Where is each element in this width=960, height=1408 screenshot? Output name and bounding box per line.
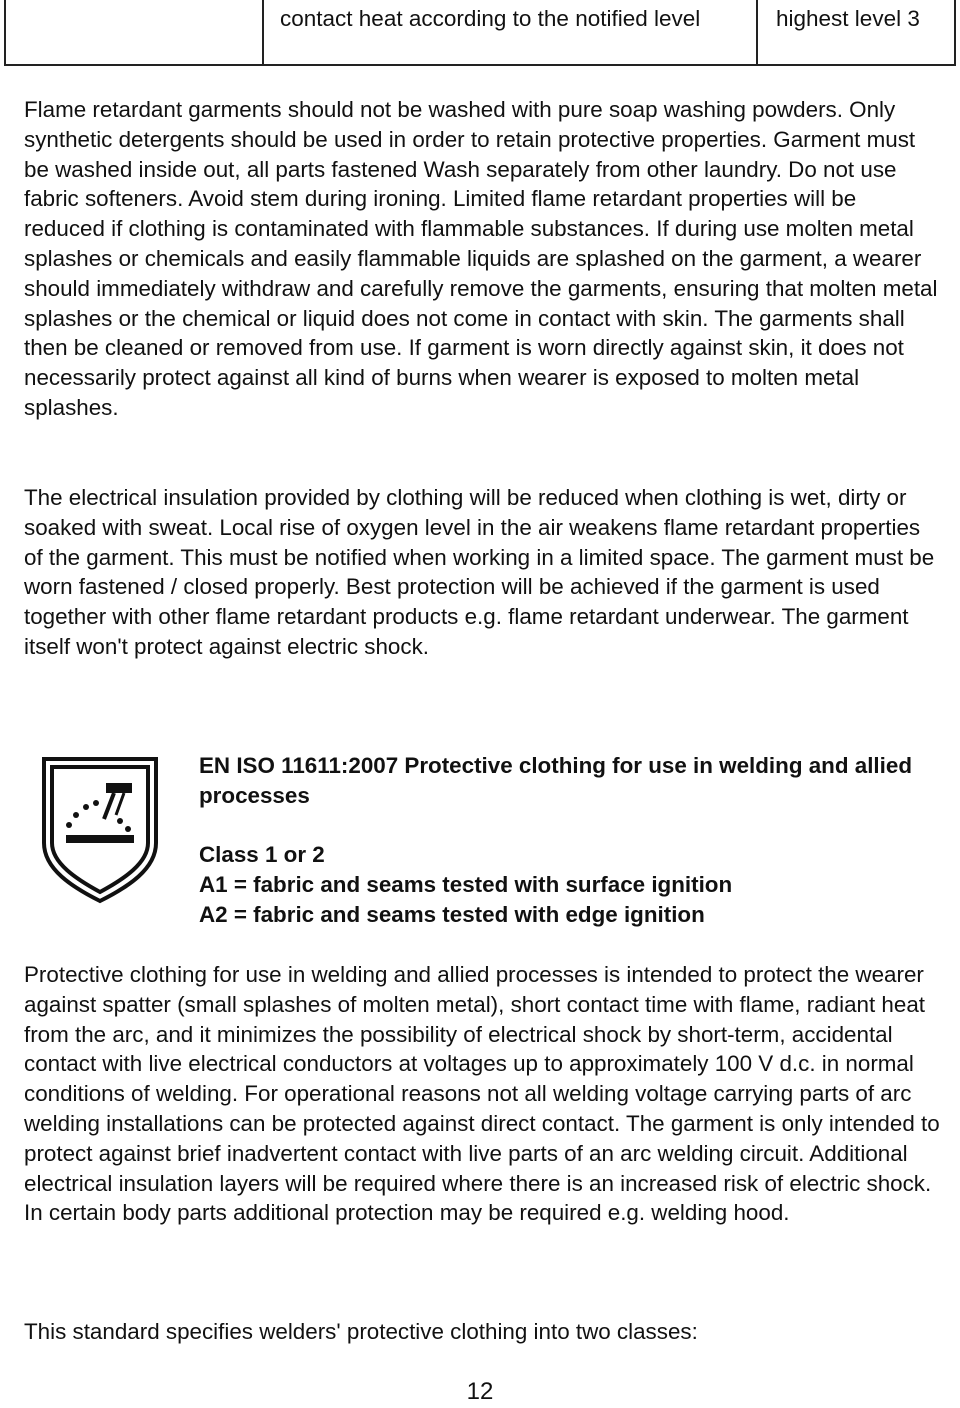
standard-a1: A1 = fabric and seams tested with surface ignition <box>199 872 733 898</box>
table-cell-requirement: contact heat according to the notified level <box>263 0 757 65</box>
standard-title: EN ISO 11611:2007 Protective clothing for use in welding and allied processes <box>199 753 912 808</box>
classes-intro-paragraph: This standard specifies welders' protective clothing into two classes: <box>24 1319 698 1344</box>
table-cell-empty <box>5 0 263 65</box>
table-row <box>5 0 955 65</box>
standard-description <box>199 751 939 930</box>
standard-class: Class 1 or 2 <box>199 842 325 868</box>
table-cell-level: highest level 3 <box>757 0 955 65</box>
welding-protection-paragraph: Protective clothing for use in welding and allied processes is intended to protect the wearer against spatter (small splashes of molten metal), short contact time with flame, radiant heat from the arc, and it minimizes the possibility of electrical shock by short-term, accidental contact with live electrical conductors at voltages up to approximately 100 V d.c. in normal conditions of welding. For operational reasons not all welding voltage carrying parts of arc welding installations can be protected against direct contact. The garment is only intended to protect against brief inadvertent contact with live parts of an arc welding circuit. Additional electrical insulation layers will be required where there is an increased risk of electric shock. In certain body parts additional protection may be required e.g. welding hood. <box>24 962 940 1226</box>
welding-shield-icon <box>40 755 160 905</box>
electrical-insulation-paragraph: The electrical insulation provided by clothing will be reduced when clothing is wet, dirty or soaked with sweat. Local rise of oxygen level in the air weakens flame retardant properties of the garment. This must be notified when working in a limited space. The garment must be worn fastened / closed properly. Best protection will be achieved if the garment is used together with other flame retardant products e.g. flame retardant underwear. The garment itself won't protect against electric shock. <box>24 485 935 659</box>
requirements-table <box>4 0 956 66</box>
washing-instructions-paragraph: Flame retardant garments should not be washed with pure soap washing powders. Only synthetic detergents should be used in order to retain protective properties. Garment must be washed inside out, all parts fastened Wash separately from other laundry. Do not use fabric softeners. Avoid stem during ironing. Limited flame retardant properties will be reduced if clothing is contaminated with flammable substances. If during use molten metal splashes or chemicals and easily flammable liquids are splashed on the garment, a wearer should immediately withdraw and carefully remove the garments, ensuring that molten metal splashes or the chemical or liquid does not come in contact with skin. The garments shall then be cleaned or removed from use. If garment is worn directly against skin, it does not necessarily protect against all kind of burns when wearer is exposed to molten metal splashes. <box>24 97 938 420</box>
page-number: 12 <box>466 1378 494 1405</box>
standard-a2: A2 = fabric and seams tested with edge ignition <box>199 901 705 927</box>
